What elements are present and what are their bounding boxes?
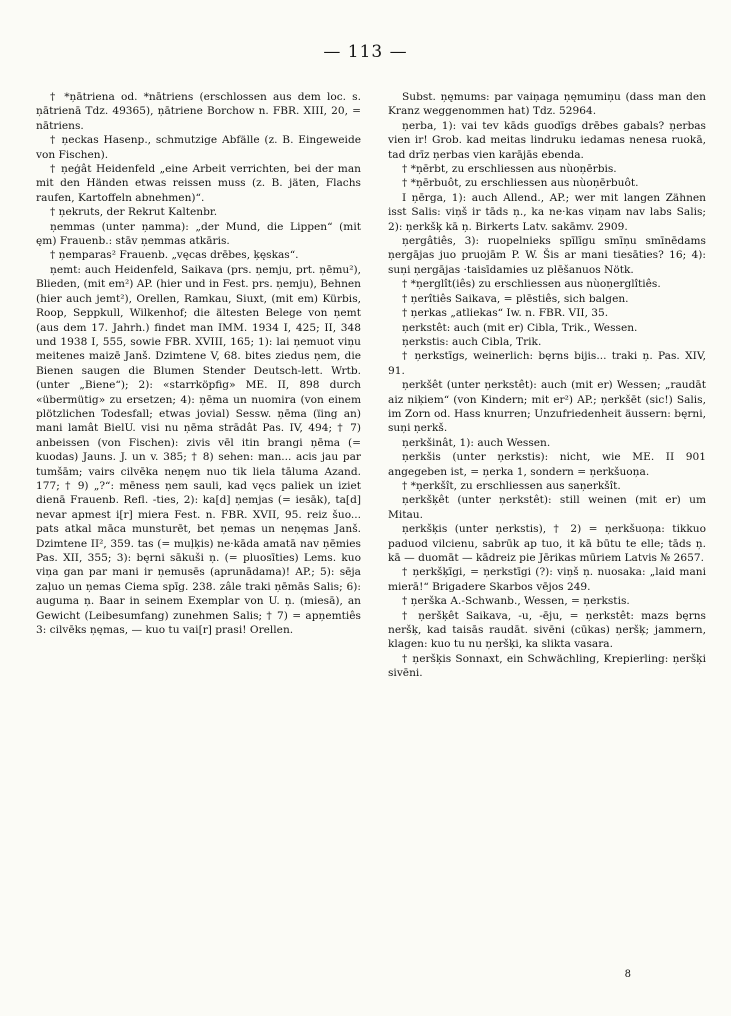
- dictionary-entry: † *ņērbuôt, zu erschliessen aus nùoņērbuôt.: [402, 177, 639, 190]
- dictionary-entry: † ņeckas Hasenp., schmutzige Abfälle (z. B. Eingeweide von Fischen).: [36, 134, 361, 161]
- dictionary-entry: ņergâtiês, 3): ruopelnieks spīlīgu smīņu smīnēdams ņergājas juo pruojām P. W. Šis ar mani tiesāties? 16; 4): suņi ņergājas ·taisīdamies uz plēšanuos Nötk.: [388, 235, 706, 276]
- dictionary-entry: ņerkstis: auch Cibla, Trik.: [402, 335, 542, 348]
- dictionary-entry: Subst. ņęmums: par vaiņaga ņęmumiņu (dass man den Kranz weggenommen hat) Tdz. 52964.: [388, 91, 706, 118]
- dictionary-entry: † *ņērbt, zu erschliessen aus nùoņērbis.: [402, 163, 617, 176]
- dictionary-entry: † *ņerkšît, zu erschliessen aus saņerkšît.: [402, 479, 621, 492]
- dictionary-entry: † ņerška A.-Schwanb., Wessen, = ņerkstis.: [402, 595, 630, 608]
- dictionary-entry: † ņerkšķīgi, = ņerkstīgi (?): viņš ņ. nuosaka: „laid mani mierā!“ Brigadere Skarbos vējos 249.: [388, 566, 706, 593]
- dictionary-entry: † *ņerglît(iês) zu erschliessen aus nùoņerglîtiês.: [402, 278, 661, 291]
- dictionary-entry: † ņekruts, der Rekrut Kaltenbr.: [50, 206, 218, 219]
- dictionary-entry: ņerkšinât, 1): auch Wessen.: [402, 436, 551, 449]
- page-number: — 113 —: [323, 42, 408, 62]
- left-column: [36, 90, 361, 637]
- dictionary-entry: ņerkšķêt (unter ņerkstêt): still weinen (mit er) um Mitau.: [388, 494, 706, 521]
- dictionary-entry: I ņērga, 1): auch Allend., AP.; wer mit langen Zähnen isst Salis: viņš ir tāds ņ., ka ne·kas viņam nav labs Salis; 2): ņerkšķ kā ņ. Birkerts Latv. sakāmv. 2909.: [388, 191, 706, 233]
- dictionary-entry: † ņerkas „atliekas“ Iw. n. FBR. VII, 35.: [402, 307, 609, 320]
- signature-mark: 8: [624, 969, 631, 980]
- dictionary-entry: † ņerîtiês Saikava, = plēstiês, sich balgen.: [402, 292, 629, 305]
- dictionary-entry: † ņeģât Heidenfeld „eine Arbeit verrichten, bei der man mit den Händen etwas reissen muss (z. B. jäten, Flachs raufen, Kartoffeln abnehmen)“.: [36, 163, 361, 204]
- dictionary-entry: † ņeršķêt Saikava, -u, -ēju, = ņerkstêt: mazs bęrns neršķ, kad taisās raudāt. sivēni (cūkas) ņeršķ; jammern, klagen: kuo tu nu ņeršķi, ka slikta vasara.: [388, 609, 706, 651]
- right-column: [388, 90, 706, 681]
- dictionary-entry: ņerkšķis (unter ņerkstis), † 2) = ņerkšuoņa: tikkuo paduod vilcienu, sabrūk ap tuo, it kā būtu te elle; tāds ņ. kā — duomāt — kādreiz pie Jērikas mūriem Latvis № 2657.: [388, 523, 706, 564]
- dictionary-entry: † ņemparas² Frauenb. „vęcas drēbes, ķęskas“.: [50, 249, 299, 262]
- dictionary-entry: † ņeršķis Sonnaxt, ein Schwächling, Krepierling: ņeršķi sivēni.: [388, 652, 706, 680]
- dictionary-entry: ņemmas (unter ņamma): „der Mund, die Lippen“ (mit ęm) Frauenb.: stāv ņemmas atkāris.: [36, 220, 361, 248]
- dictionary-entry: ņemt: auch Heidenfeld, Saikava (prs. ņemju, prt. ņēmu²), Blieden, (mit em²) AP. (hier und in Fest. prs. ņemju), Behnen (hier auch jemt²), Orellen, Ramkau, Siuxt, (mit em) Kürbis, Roop, Seppkull, Wilkenhof; die ältesten Belege von ņemt (aus dem 17. Jahrh.) findet man IMM. 1934 I, 425; II, 348 und 1938 I, 555, sowie FBR. XVIII, 165; 1): lai ņemuot viņu meitenes maizē Janš. Dzimtene V, 68. bites ziedus ņem, die Bienen saugen die Blumen Stender Deutsch-lett. Wrtb. (unter „Biene“); 2): «starrköpfig» ME. II, 898 durch «übermütig» zu ersetzen; 4): ņēma un nuomira (von einem plötzlichen Todesfall; etwas jovial) Sessw. ņēma (ïing an) mani lamât BielU. visi nu ņēma strādât Pas. IV, 494; † 7) anbeissen (von Fischen): zivis vēl itin brangi ņēma (= kuodas) Jauns. J. un v. 385; † 8) sehen: man... acis jau par tumšām; vairs cilvēka neņęm nuo tik liela tāluma Azand. 177; † 9) „?“: mēness ņem sauli, kad vęcs paliek un iziet dienā Frauenb. Refl. -ties, 2): ka[d] ņemjas (= iesāk), ta[d] nevar apmest i[r] miera Fest. n. FBR. XVII, 95. reiz šuo... pats atkal māca munsturēt, bet ņemas un neņęmas Janš. Dzimtene II², 359. tas (= muļķis) ne·kāda amatā nav ņēmies Pas. XII, 355; 3): bęrni sākuši ņ. (= pluosīties) Lems. kuo viņa gan par mani ir ņemusēs (aprunādama)! AP.; 5): sēja zaļuo un ņemas Ciema spīg. 238. zâle traki ņēmās Salis; 6): auguma ņ. Baar in seinem Exemplar von U. ņ. (miesā), an Gewicht (Leibesumfang) zunehmen Salis; † 7) = apņemtiês 3: cilvēks ņęmas, — kuo tu vai[r] prasi! Orellen.: [36, 263, 361, 637]
- dictionary-entry: ņerkstêt: auch (mit er) Cibla, Trik., Wessen.: [402, 321, 638, 334]
- dictionary-entry: ņerkšêt (unter ņerkstêt): auch (mit er) Wessen; „raudāt aiz niķiem“ (von Kindern; mit er²) AP.; ņerkšēt (sic!) Salis, im Zorn od. Hass knurren; Unzufriedenheit äussern: bęrni, suņi ņerkš.: [388, 379, 706, 435]
- dictionary-entry: ņerkšis (unter ņerkstis): nicht, wie ME. II 901 angegeben ist, = ņerka 1, sondern = ņerkšuoņa.: [388, 451, 706, 478]
- dictionary-entry: ņerba, 1): vai tev kāds guodīgs drēbes gabals? ņerbas vien ir! Grob. kad meitas lindruku iedamas nenesa ruokā, tad drīz ņerbas vien karājās ebenda.: [388, 119, 706, 161]
- dictionary-entry: † *ņātriena od. *nātriens (erschlossen aus dem loc. s. ņātrienā Tdz. 49365), ņātriene Borchow n. FBR. XIII, 20, = nātriens.: [36, 91, 361, 132]
- dictionary-entry: † ņerkstīgs, weinerlich: bęrns bijis... traki ņ. Pas. XIV, 91.: [388, 350, 706, 377]
